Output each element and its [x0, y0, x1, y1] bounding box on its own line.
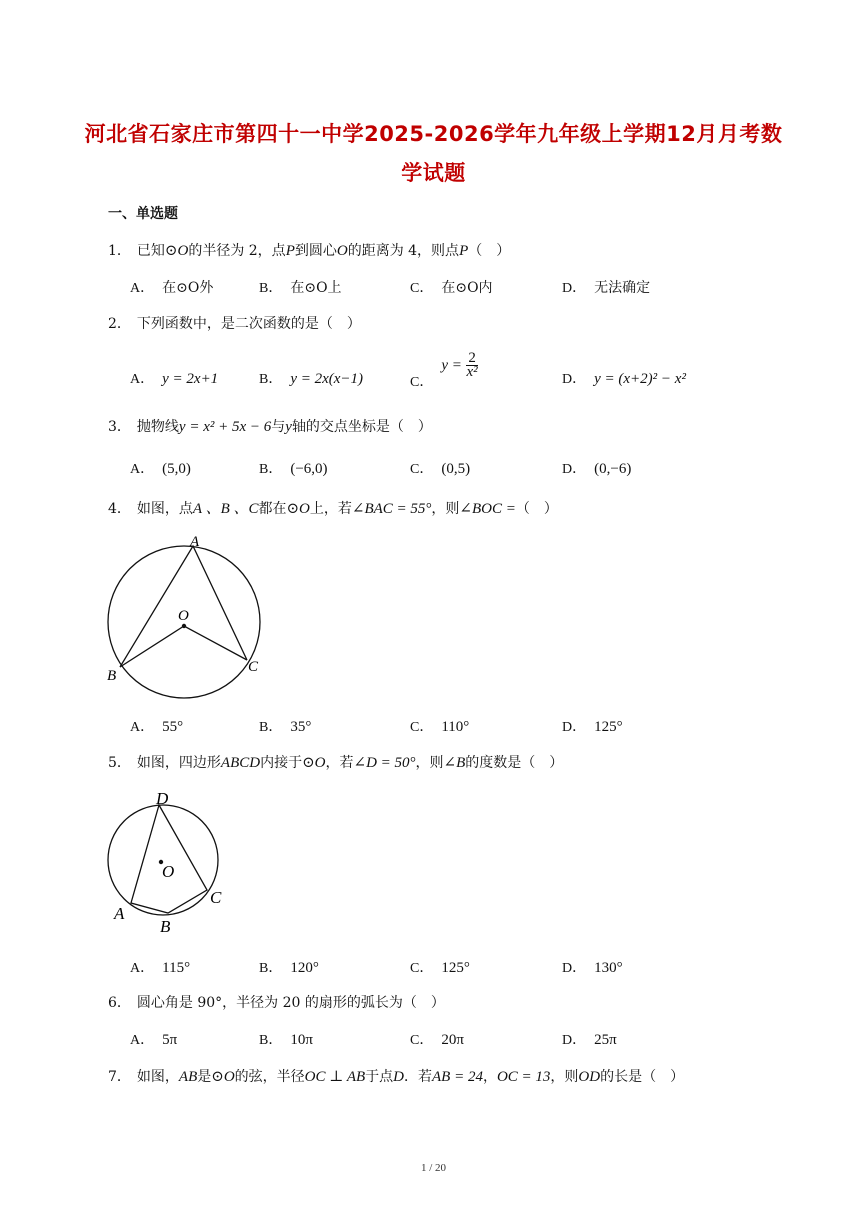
- math-var: P: [459, 243, 469, 259]
- option-text: (−6,0): [290, 461, 328, 477]
- option-label: D．: [562, 961, 587, 976]
- option-text: 无法确定: [594, 280, 651, 296]
- option-b: [259, 957, 319, 977]
- page-title-line1: 河北省石家庄市第四十一中学2025-2026学年九年级上学期12月月考数: [84, 122, 783, 146]
- math-var: OD: [578, 1069, 601, 1085]
- question-3: [108, 416, 432, 436]
- option-label: A．: [130, 720, 155, 735]
- option-d: [562, 716, 623, 736]
- option-text: 55°: [162, 719, 184, 735]
- option-text: (5,0): [162, 461, 191, 477]
- quadrilateral-figure-q5: [100, 785, 240, 940]
- question-number: 4．: [108, 501, 131, 517]
- math-expression: ∠D = 50°: [353, 755, 416, 771]
- option-text: 125°: [441, 960, 470, 976]
- question-7: [108, 1066, 684, 1086]
- option-c: [410, 1029, 464, 1049]
- question-text: 抛物线: [136, 419, 179, 435]
- question-4: [108, 497, 558, 518]
- option-text: 125°: [594, 719, 623, 735]
- option-label: A．: [130, 372, 155, 387]
- option-c: [410, 350, 478, 390]
- question-text: ，则: [550, 1069, 579, 1085]
- option-label: C．: [410, 720, 434, 735]
- label-o: O: [162, 862, 175, 881]
- math-var: y: [285, 419, 292, 435]
- option-text: y = 2x(x−1): [290, 371, 364, 387]
- math-var: P: [285, 243, 295, 259]
- question-text: 下列函数中，是二次函数的是（ ）: [136, 316, 361, 332]
- option-label: B．: [259, 720, 283, 735]
- option-label: D．: [562, 372, 587, 387]
- option-label: C．: [410, 281, 434, 296]
- option-label: B．: [259, 961, 283, 976]
- question-text: 都在: [258, 501, 287, 517]
- math-var: O: [336, 243, 348, 259]
- circle-figure-q4: [100, 530, 275, 705]
- question-text: 的弦，半径: [234, 1069, 305, 1085]
- question-text: ，则: [415, 755, 444, 771]
- question-number: 5．: [108, 755, 131, 771]
- fraction-denominator: x²: [466, 364, 478, 380]
- option-text: 115°: [162, 960, 191, 976]
- math-expression: ∠B: [443, 755, 466, 771]
- question-text: 轴的交点坐标是（ ）: [291, 419, 432, 435]
- option-d: [562, 368, 686, 388]
- option-text: 110°: [441, 719, 470, 735]
- central-angle: [120, 626, 247, 667]
- circle-o: [108, 805, 218, 915]
- option-d: [562, 1029, 617, 1049]
- option-label: B．: [259, 372, 283, 387]
- option-b: [259, 277, 342, 297]
- label-a: A: [190, 534, 200, 550]
- math-expression: AB = 24: [432, 1069, 483, 1085]
- option-label: D．: [562, 720, 587, 735]
- page-number: 1 / 20: [420, 1162, 447, 1174]
- option-text: (0,5): [441, 461, 471, 477]
- section-heading: 一、单选题: [108, 206, 178, 222]
- option-text: 在⊙O外: [162, 280, 214, 296]
- option-b: [259, 716, 311, 736]
- option-text: y = 2x+1: [162, 371, 219, 387]
- option-d: [562, 277, 650, 297]
- option-label: A．: [130, 281, 155, 296]
- option-c: [410, 716, 469, 736]
- option-a: [130, 716, 183, 736]
- option-text: 120°: [290, 960, 319, 976]
- option-label: C．: [410, 462, 434, 477]
- option-text: 5π: [162, 1032, 178, 1048]
- math-var: A 、B 、C: [192, 501, 259, 517]
- circle-symbol: ⊙O: [302, 755, 326, 771]
- option-text: 在⊙O内: [441, 280, 493, 296]
- math-expression: ∠BOC =: [459, 501, 516, 517]
- page-title-line2: 学试题: [401, 161, 466, 185]
- question-text: 如图，: [136, 1069, 179, 1085]
- question-text: 的度数是（ ）: [465, 755, 564, 771]
- question-text: 如图，点: [136, 501, 193, 517]
- question-text: ．若: [404, 1069, 432, 1085]
- option-a: [130, 368, 218, 388]
- option-label: B．: [259, 462, 283, 477]
- option-b: [259, 458, 328, 478]
- answer-blank: （ ）: [468, 243, 511, 259]
- option-c: [410, 458, 470, 478]
- label-o: O: [178, 608, 189, 624]
- option-b: [259, 1029, 313, 1049]
- circle-symbol: ⊙O: [286, 501, 310, 517]
- question-text: 内接于: [260, 755, 303, 771]
- question-text: ，则: [431, 501, 460, 517]
- option-text: 10π: [290, 1032, 313, 1048]
- question-text: 与: [271, 419, 286, 435]
- option-d: [562, 458, 631, 478]
- option-label: D．: [562, 281, 587, 296]
- label-c: C: [210, 888, 222, 907]
- option-d: [562, 957, 623, 977]
- question-1: [108, 240, 510, 260]
- question-text: 到圆心: [294, 243, 337, 259]
- option-label: A．: [130, 961, 155, 976]
- option-a: [130, 1029, 177, 1049]
- question-number: 6．: [108, 995, 131, 1011]
- math-expression: OC ⊥ AB: [304, 1069, 366, 1085]
- question-text: 是: [197, 1069, 212, 1085]
- option-label: C．: [410, 374, 434, 390]
- label-b: B: [160, 917, 171, 936]
- option-text: (0,−6): [594, 461, 632, 477]
- option-a: [130, 458, 191, 478]
- answer-blank: （ ）: [515, 501, 558, 517]
- question-text: 的长是（ ）: [600, 1069, 685, 1085]
- question-text: 上，若: [309, 501, 352, 517]
- option-text: 在⊙O上: [290, 280, 342, 296]
- question-text: ，若: [325, 755, 354, 771]
- option-label: C．: [410, 961, 434, 976]
- option-a: [130, 277, 213, 297]
- question-text: ，: [482, 1069, 497, 1085]
- circle-symbol: ⊙O: [211, 1069, 235, 1085]
- math-expression: OC = 13: [496, 1069, 551, 1085]
- label-c: C: [248, 659, 259, 675]
- math-var: ABCD: [220, 755, 261, 771]
- question-2: [108, 313, 361, 333]
- question-text: 已知: [136, 243, 165, 259]
- fraction-numerator: 2: [468, 350, 476, 366]
- math-var: D: [393, 1069, 404, 1085]
- option-text: y = (x+2)² − x²: [594, 371, 686, 387]
- center-point: [182, 624, 186, 628]
- question-text: 于点: [365, 1069, 394, 1085]
- option-b: [259, 368, 363, 388]
- math-var: AB: [178, 1069, 198, 1085]
- fraction: [466, 352, 478, 379]
- option-text: 20π: [441, 1032, 464, 1048]
- option-text: 130°: [594, 960, 623, 976]
- option-label: A．: [130, 462, 155, 477]
- option-label: B．: [259, 1033, 283, 1048]
- option-c: [410, 277, 493, 297]
- question-number: 3．: [108, 419, 131, 435]
- label-b: B: [107, 668, 117, 684]
- question-number: 7．: [108, 1069, 131, 1085]
- math-expression: y = x² + 5x − 6: [178, 419, 272, 435]
- option-label: D．: [562, 1033, 587, 1048]
- option-label: A．: [130, 1033, 155, 1048]
- option-label: D．: [562, 462, 587, 477]
- question-text: 如图，四边形: [136, 755, 221, 771]
- question-text: 圆心角是 90°，半径为 20 的扇形的弧长为（ ）: [136, 995, 445, 1011]
- option-text: 35°: [290, 719, 312, 735]
- label-a: A: [114, 904, 125, 923]
- option-text: y =: [441, 357, 462, 374]
- math-expression: ∠BAC = 55°: [351, 501, 432, 517]
- question-6: [108, 992, 445, 1012]
- question-text: 的半径为 2，点: [188, 243, 286, 259]
- question-text: 的距离为 4，则点: [347, 243, 460, 259]
- circle-symbol: ⊙O: [164, 243, 189, 259]
- label-d: D: [156, 789, 169, 808]
- question-number: 2．: [108, 316, 131, 332]
- option-a: [130, 957, 190, 977]
- option-label: C．: [410, 1033, 434, 1048]
- inscribed-angle: [120, 546, 247, 667]
- quadrilateral-abcd: [131, 805, 207, 913]
- question-5: [108, 752, 563, 772]
- option-c: [410, 957, 470, 977]
- question-number: 1．: [108, 243, 131, 259]
- option-label: B．: [259, 281, 283, 296]
- option-text: 25π: [594, 1032, 617, 1048]
